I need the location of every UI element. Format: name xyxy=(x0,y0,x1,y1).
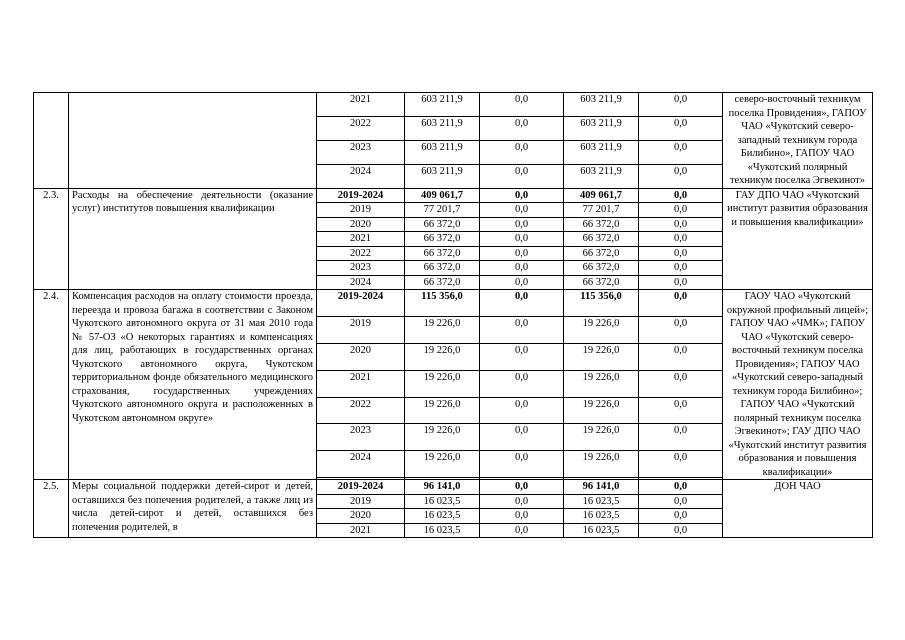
district-budget-cell: 66 372,0 xyxy=(564,275,639,290)
total-cell: 19 226,0 xyxy=(405,451,480,478)
total-cell: 66 372,0 xyxy=(405,232,480,247)
item-number: 2.4. xyxy=(34,290,69,480)
year-cell: 2021 xyxy=(317,370,405,397)
executor-cell: ДОН ЧАО xyxy=(723,480,873,538)
other-sources-cell: 0,0 xyxy=(639,494,723,509)
total-cell: 77 201,7 xyxy=(405,203,480,218)
federal-budget-cell: 0,0 xyxy=(480,424,564,451)
district-budget-cell: 19 226,0 xyxy=(564,451,639,478)
other-sources-cell: 0,0 xyxy=(639,424,723,451)
federal-budget-cell: 0,0 xyxy=(480,290,564,317)
district-budget-cell: 409 061,7 xyxy=(564,188,639,203)
other-sources-cell: 0,0 xyxy=(639,93,723,117)
district-budget-cell: 19 226,0 xyxy=(564,397,639,424)
federal-budget-cell: 0,0 xyxy=(480,316,564,343)
year-cell: 2019 xyxy=(317,203,405,218)
total-cell: 603 211,9 xyxy=(405,164,480,188)
other-sources-cell: 0,0 xyxy=(639,164,723,188)
total-cell: 19 226,0 xyxy=(405,316,480,343)
federal-budget-cell: 0,0 xyxy=(480,140,564,164)
district-budget-cell: 66 372,0 xyxy=(564,261,639,276)
executor-cell: северо-восточный техникум поселка Провидения», ГАПОУ ЧАО «Чукотский северо-западный техникум города Билибино», ГАПОУ ЧАО «Чукотский полярный техникум поселка Эгвекинот» xyxy=(723,93,873,189)
total-cell: 66 372,0 xyxy=(405,246,480,261)
total-cell: 603 211,9 xyxy=(405,140,480,164)
federal-budget-cell: 0,0 xyxy=(480,397,564,424)
other-sources-cell: 0,0 xyxy=(639,509,723,524)
executor-cell: ГАОУ ЧАО «Чукотский окружной профильный лицей»; ГАПОУ ЧАО «ЧМК»; ГАПОУ ЧАО «Чукотский северо-восточный техникум поселка Провидения»; ГАПОУ ЧАО «Чукотский северо-западный техникум города Билибино»; ГАПОУ ЧАО «Чукотский полярный техникум поселка Эгвекинот»; ГАУ ДПО ЧАО «Чукотский институт развития образования и повышения квалификации» xyxy=(723,290,873,480)
other-sources-cell: 0,0 xyxy=(639,246,723,261)
federal-budget-cell: 0,0 xyxy=(480,370,564,397)
district-budget-cell: 603 211,9 xyxy=(564,116,639,140)
total-cell: 16 023,5 xyxy=(405,494,480,509)
year-cell: 2019-2024 xyxy=(317,480,405,495)
other-sources-cell: 0,0 xyxy=(639,290,723,317)
total-cell: 115 356,0 xyxy=(405,290,480,317)
other-sources-cell: 0,0 xyxy=(639,140,723,164)
federal-budget-cell: 0,0 xyxy=(480,494,564,509)
other-sources-cell: 0,0 xyxy=(639,480,723,495)
district-budget-cell: 115 356,0 xyxy=(564,290,639,317)
executor-cell: ГАУ ДПО ЧАО «Чукотский институт развития образования и повышения квалификации» xyxy=(723,188,873,290)
district-budget-cell: 96 141,0 xyxy=(564,480,639,495)
item-description: Расходы на обеспечение деятельности (оказание услуг) институтов повышения квалификации xyxy=(69,188,317,290)
year-cell: 2021 xyxy=(317,93,405,117)
district-budget-cell: 16 023,5 xyxy=(564,494,639,509)
table-row xyxy=(34,290,873,317)
other-sources-cell: 0,0 xyxy=(639,451,723,478)
year-cell: 2020 xyxy=(317,343,405,370)
year-cell: 2020 xyxy=(317,509,405,524)
federal-budget-cell: 0,0 xyxy=(480,246,564,261)
district-budget-cell: 603 211,9 xyxy=(564,140,639,164)
year-cell: 2024 xyxy=(317,164,405,188)
district-budget-cell: 19 226,0 xyxy=(564,370,639,397)
year-cell: 2022 xyxy=(317,116,405,140)
district-budget-cell: 77 201,7 xyxy=(564,203,639,218)
item-number xyxy=(34,93,69,189)
item-number: 2.3. xyxy=(34,188,69,290)
other-sources-cell: 0,0 xyxy=(639,188,723,203)
total-cell: 66 372,0 xyxy=(405,261,480,276)
district-budget-cell: 66 372,0 xyxy=(564,217,639,232)
total-cell: 603 211,9 xyxy=(405,93,480,117)
table-row xyxy=(34,188,873,203)
table-row xyxy=(34,480,873,495)
federal-budget-cell: 0,0 xyxy=(480,232,564,247)
other-sources-cell: 0,0 xyxy=(639,261,723,276)
year-cell: 2023 xyxy=(317,424,405,451)
item-description: Меры социальной поддержки детей-сирот и детей, оставшихся без попечения родителей, а также лиц из числа детей-сирот и детей, оставшихся без попечения родителей, в xyxy=(69,480,317,538)
other-sources-cell: 0,0 xyxy=(639,397,723,424)
other-sources-cell: 0,0 xyxy=(639,523,723,538)
federal-budget-cell: 0,0 xyxy=(480,480,564,495)
year-cell: 2020 xyxy=(317,217,405,232)
table-row xyxy=(34,93,873,117)
total-cell: 409 061,7 xyxy=(405,188,480,203)
item-description: Компенсация расходов на оплату стоимости проезда, переезда и провоза багажа в соответствии с Законом Чукотского автономного округа от 31 мая 2010 года № 57-ОЗ «О некоторых гарантиях и компенсациях для лиц, работающих в государственных органах Чукотского автономного округа, Чукотском территориальном фонде обязательного медицинского страхования, государственных учреждениях Чукотского автономного округа и расположенных в Чукотском автономном округе» xyxy=(69,290,317,480)
year-cell: 2022 xyxy=(317,246,405,261)
other-sources-cell: 0,0 xyxy=(639,275,723,290)
federal-budget-cell: 0,0 xyxy=(480,451,564,478)
year-cell: 2024 xyxy=(317,451,405,478)
district-budget-cell: 16 023,5 xyxy=(564,523,639,538)
other-sources-cell: 0,0 xyxy=(639,116,723,140)
other-sources-cell: 0,0 xyxy=(639,217,723,232)
federal-budget-cell: 0,0 xyxy=(480,275,564,290)
item-description xyxy=(69,93,317,189)
total-cell: 66 372,0 xyxy=(405,217,480,232)
district-budget-cell: 603 211,9 xyxy=(564,164,639,188)
year-cell: 2021 xyxy=(317,232,405,247)
total-cell: 19 226,0 xyxy=(405,424,480,451)
year-cell: 2023 xyxy=(317,140,405,164)
total-cell: 96 141,0 xyxy=(405,480,480,495)
other-sources-cell: 0,0 xyxy=(639,343,723,370)
federal-budget-cell: 0,0 xyxy=(480,523,564,538)
total-cell: 16 023,5 xyxy=(405,509,480,524)
year-cell: 2019 xyxy=(317,494,405,509)
district-budget-cell: 66 372,0 xyxy=(564,232,639,247)
other-sources-cell: 0,0 xyxy=(639,370,723,397)
federal-budget-cell: 0,0 xyxy=(480,343,564,370)
federal-budget-cell: 0,0 xyxy=(480,261,564,276)
other-sources-cell: 0,0 xyxy=(639,232,723,247)
federal-budget-cell: 0,0 xyxy=(480,116,564,140)
total-cell: 19 226,0 xyxy=(405,397,480,424)
other-sources-cell: 0,0 xyxy=(639,203,723,218)
district-budget-cell: 19 226,0 xyxy=(564,343,639,370)
total-cell: 66 372,0 xyxy=(405,275,480,290)
total-cell: 16 023,5 xyxy=(405,523,480,538)
total-cell: 19 226,0 xyxy=(405,370,480,397)
total-cell: 19 226,0 xyxy=(405,343,480,370)
year-cell: 2024 xyxy=(317,275,405,290)
year-cell: 2022 xyxy=(317,397,405,424)
year-cell: 2021 xyxy=(317,523,405,538)
federal-budget-cell: 0,0 xyxy=(480,164,564,188)
district-budget-cell: 16 023,5 xyxy=(564,509,639,524)
item-number: 2.5. xyxy=(34,480,69,538)
year-cell: 2019-2024 xyxy=(317,290,405,317)
district-budget-cell: 19 226,0 xyxy=(564,316,639,343)
federal-budget-cell: 0,0 xyxy=(480,188,564,203)
budget-table xyxy=(33,92,873,538)
year-cell: 2019 xyxy=(317,316,405,343)
federal-budget-cell: 0,0 xyxy=(480,217,564,232)
district-budget-cell: 66 372,0 xyxy=(564,246,639,261)
year-cell: 2023 xyxy=(317,261,405,276)
total-cell: 603 211,9 xyxy=(405,116,480,140)
district-budget-cell: 19 226,0 xyxy=(564,424,639,451)
other-sources-cell: 0,0 xyxy=(639,316,723,343)
district-budget-cell: 603 211,9 xyxy=(564,93,639,117)
federal-budget-cell: 0,0 xyxy=(480,203,564,218)
federal-budget-cell: 0,0 xyxy=(480,509,564,524)
federal-budget-cell: 0,0 xyxy=(480,93,564,117)
year-cell: 2019-2024 xyxy=(317,188,405,203)
